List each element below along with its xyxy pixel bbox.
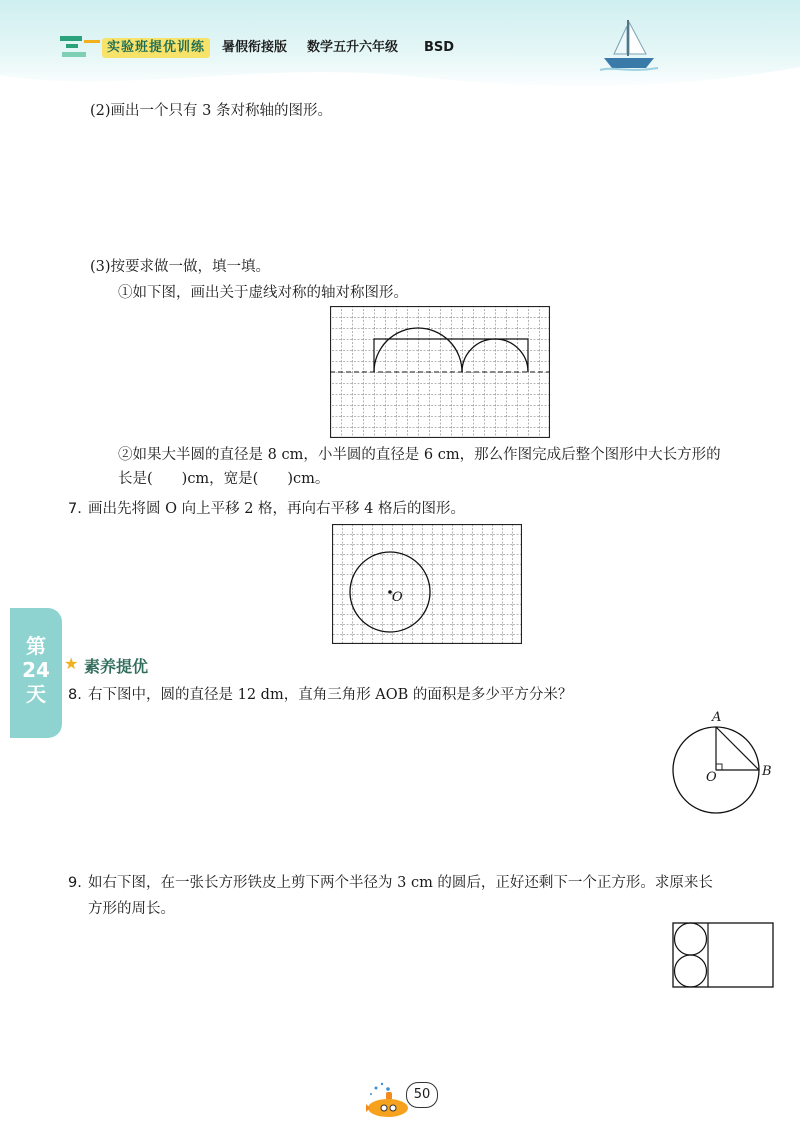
header-wave [0, 55, 800, 105]
label-o: O [706, 770, 717, 785]
translation-grid [332, 524, 522, 644]
circle-center-label: O [392, 590, 403, 605]
q7-text: 画出先将圆 O 向上平移 2 格，再向右平移 4 格后的图形。 [88, 501, 465, 517]
symmetry-grid [330, 306, 550, 438]
star-icon: ★ [64, 654, 79, 673]
q9-line1: 如右下图，在一张长方形铁皮上剪下两个半径为 3 cm 的圆后，正好还剩下一个正方形。求原来长 [88, 875, 713, 891]
grade-label: 数学五升六年级 [307, 40, 399, 55]
page-number: 50 [406, 1082, 438, 1108]
q7-number: 7. [68, 501, 82, 517]
sailboat-icon [598, 18, 660, 73]
q2-text: (2)画出一个只有 3 条对称轴的图形。 [90, 103, 332, 119]
day-tab-prefix: 第 [26, 634, 46, 658]
q3-part2-line1: ②如果大半圆的直径是 8 cm，小半圆的直径是 6 cm，那么作图完成后整个图形中大长方形的 [118, 447, 721, 463]
q8-number: 8. [68, 687, 82, 703]
circle-triangle-figure [664, 706, 784, 816]
day-tab [10, 608, 62, 738]
top-circle [675, 923, 707, 955]
q3-intro: (3)按要求做一做，填一填。 [90, 259, 271, 275]
publisher-label: BSD [424, 40, 455, 55]
logo-icon [58, 32, 102, 60]
q9-number: 9. [68, 875, 82, 891]
day-tab-suffix: 天 [26, 682, 46, 706]
rectangle-circles-figure [672, 922, 778, 990]
label-b: B [762, 764, 772, 779]
day-tab-number: 24 [22, 658, 50, 682]
label-a: A [712, 710, 722, 725]
q3-part1: ①如下图，画出关于虚线对称的轴对称图形。 [118, 285, 408, 301]
bottom-circle [675, 955, 707, 987]
series-badge: 实验班提优训练 [102, 38, 210, 58]
q8-text: 右下图中，圆的直径是 12 dm，直角三角形 AOB 的面积是多少平方分米？ [88, 687, 573, 703]
submarine-icon [362, 1080, 412, 1120]
q3-part2-line2: 长是( )cm，宽是( )cm。 [118, 471, 330, 487]
q9-line2: 方形的周长。 [88, 901, 175, 917]
section-title: 素养提优 [84, 657, 149, 676]
edition-label: 暑假衔接版 [222, 40, 288, 55]
